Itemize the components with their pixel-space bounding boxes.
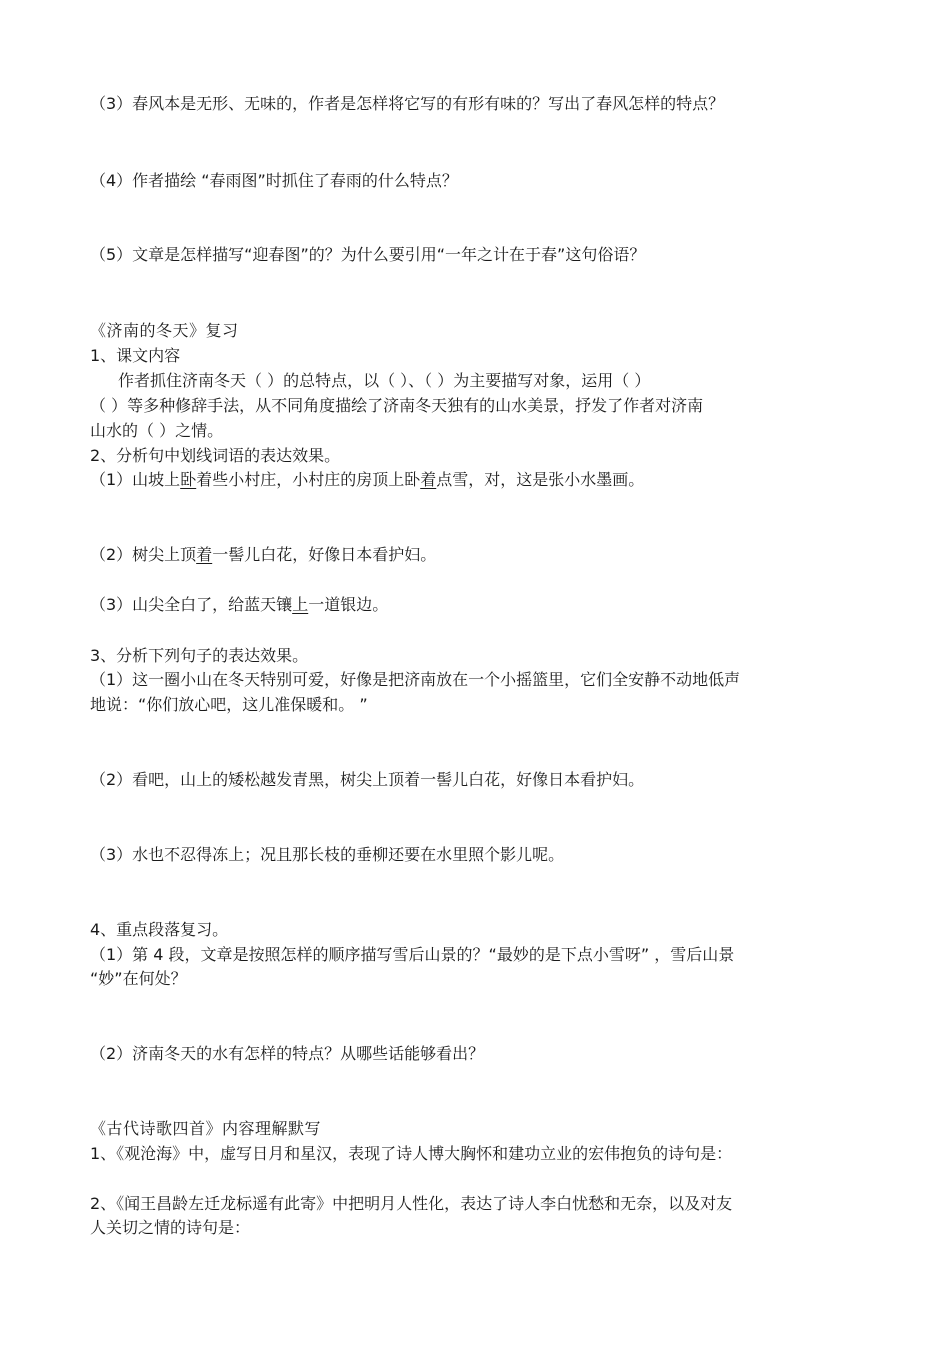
fill-blank-line-2: （ ）等多种修辞手法，从不同角度描绘了济南冬天独有的山水美景，抒发了作者对济南 <box>90 396 704 415</box>
fill-blank-line-3: 山水的（ ）之情。 <box>90 421 224 440</box>
heading-word-analysis: 2、分析句中划线词语的表达效果。 <box>90 446 341 465</box>
question-paragraph-1-line-2: “妙”在何处？ <box>90 969 187 988</box>
heading-key-paragraph: 4、重点段落复习。 <box>90 920 229 939</box>
question-paragraph-1-line-1: （1）第 4 段，文章是按照怎样的顺序描写雪后山景的？“最妙的是下点小雪呀” ，雪后山景 <box>90 945 735 964</box>
section-title-jinan: 《济南的冬天》复习 <box>90 321 239 340</box>
heading-text-content: 1、课文内容 <box>90 346 181 365</box>
question-sentence-1-line-1: （1）这一圈小山在冬天特别可爱，好像是把济南放在一个小摇篮里，它们全安静不动地低声 <box>90 670 741 689</box>
question-sentence-2: （2）看吧，山上的矮松越发青黑，树尖上顶着一髻儿白花，好像日本看护妇。 <box>90 770 645 789</box>
question-poem-1: 1、《观沧海》中，虚写日月和星汉，表现了诗人博大胸怀和建功立业的宏伟抱负的诗句是： <box>90 1144 733 1163</box>
question-sentence-3: （3）水也不忍得冻上；况且那长枝的垂柳还要在水里照个影儿呢。 <box>90 845 565 864</box>
question-spring-5: （5）文章是怎样描写“迎春图”的？为什么要引用“一年之计在于春”这句俗语？ <box>90 245 646 264</box>
underlined-word: 卧 <box>180 470 197 489</box>
underlined-word: 上 <box>292 595 309 614</box>
underlined-word: 着 <box>420 470 437 489</box>
question-spring-3: （3）春风本是无形、无味的，作者是怎样将它写的有形有味的？写出了春风怎样的特点？ <box>90 94 725 113</box>
question-poem-2-line-2: 人关切之情的诗句是： <box>90 1218 251 1237</box>
section-title-poems: 《古代诗歌四首》内容理解默写 <box>90 1119 322 1138</box>
heading-sentence-analysis: 3、分析下列句子的表达效果。 <box>90 646 309 665</box>
question-paragraph-2: （2）济南冬天的水有怎样的特点？从哪些话能够看出？ <box>90 1044 485 1063</box>
question-spring-4: （4）作者描绘 “春雨图”时抓住了春雨的什么特点？ <box>90 171 458 190</box>
fill-blank-line-1: 作者抓住济南冬天（ ）的总特点，以（ ）、（ ）为主要描写对象，运用（ ） <box>118 371 651 390</box>
question-word-3: （3）山尖全白了，给蓝天镶上一道银边。 <box>90 595 389 614</box>
question-word-1: （1）山坡上卧着些小村庄，小村庄的房顶上卧着点雪，对，这是张小水墨画。 <box>90 470 645 489</box>
question-word-2: （2）树尖上顶着一髻儿白花，好像日本看护妇。 <box>90 545 437 564</box>
underlined-word: 着 <box>196 545 213 564</box>
question-poem-2-line-1: 2、《闻王昌龄左迁龙标遥有此寄》中把明月人性化，表达了诗人李白忧愁和无奈，以及对友 <box>90 1194 733 1213</box>
question-sentence-1-line-2: 地说：“你们放心吧，这儿准保暖和。 ” <box>90 695 368 714</box>
